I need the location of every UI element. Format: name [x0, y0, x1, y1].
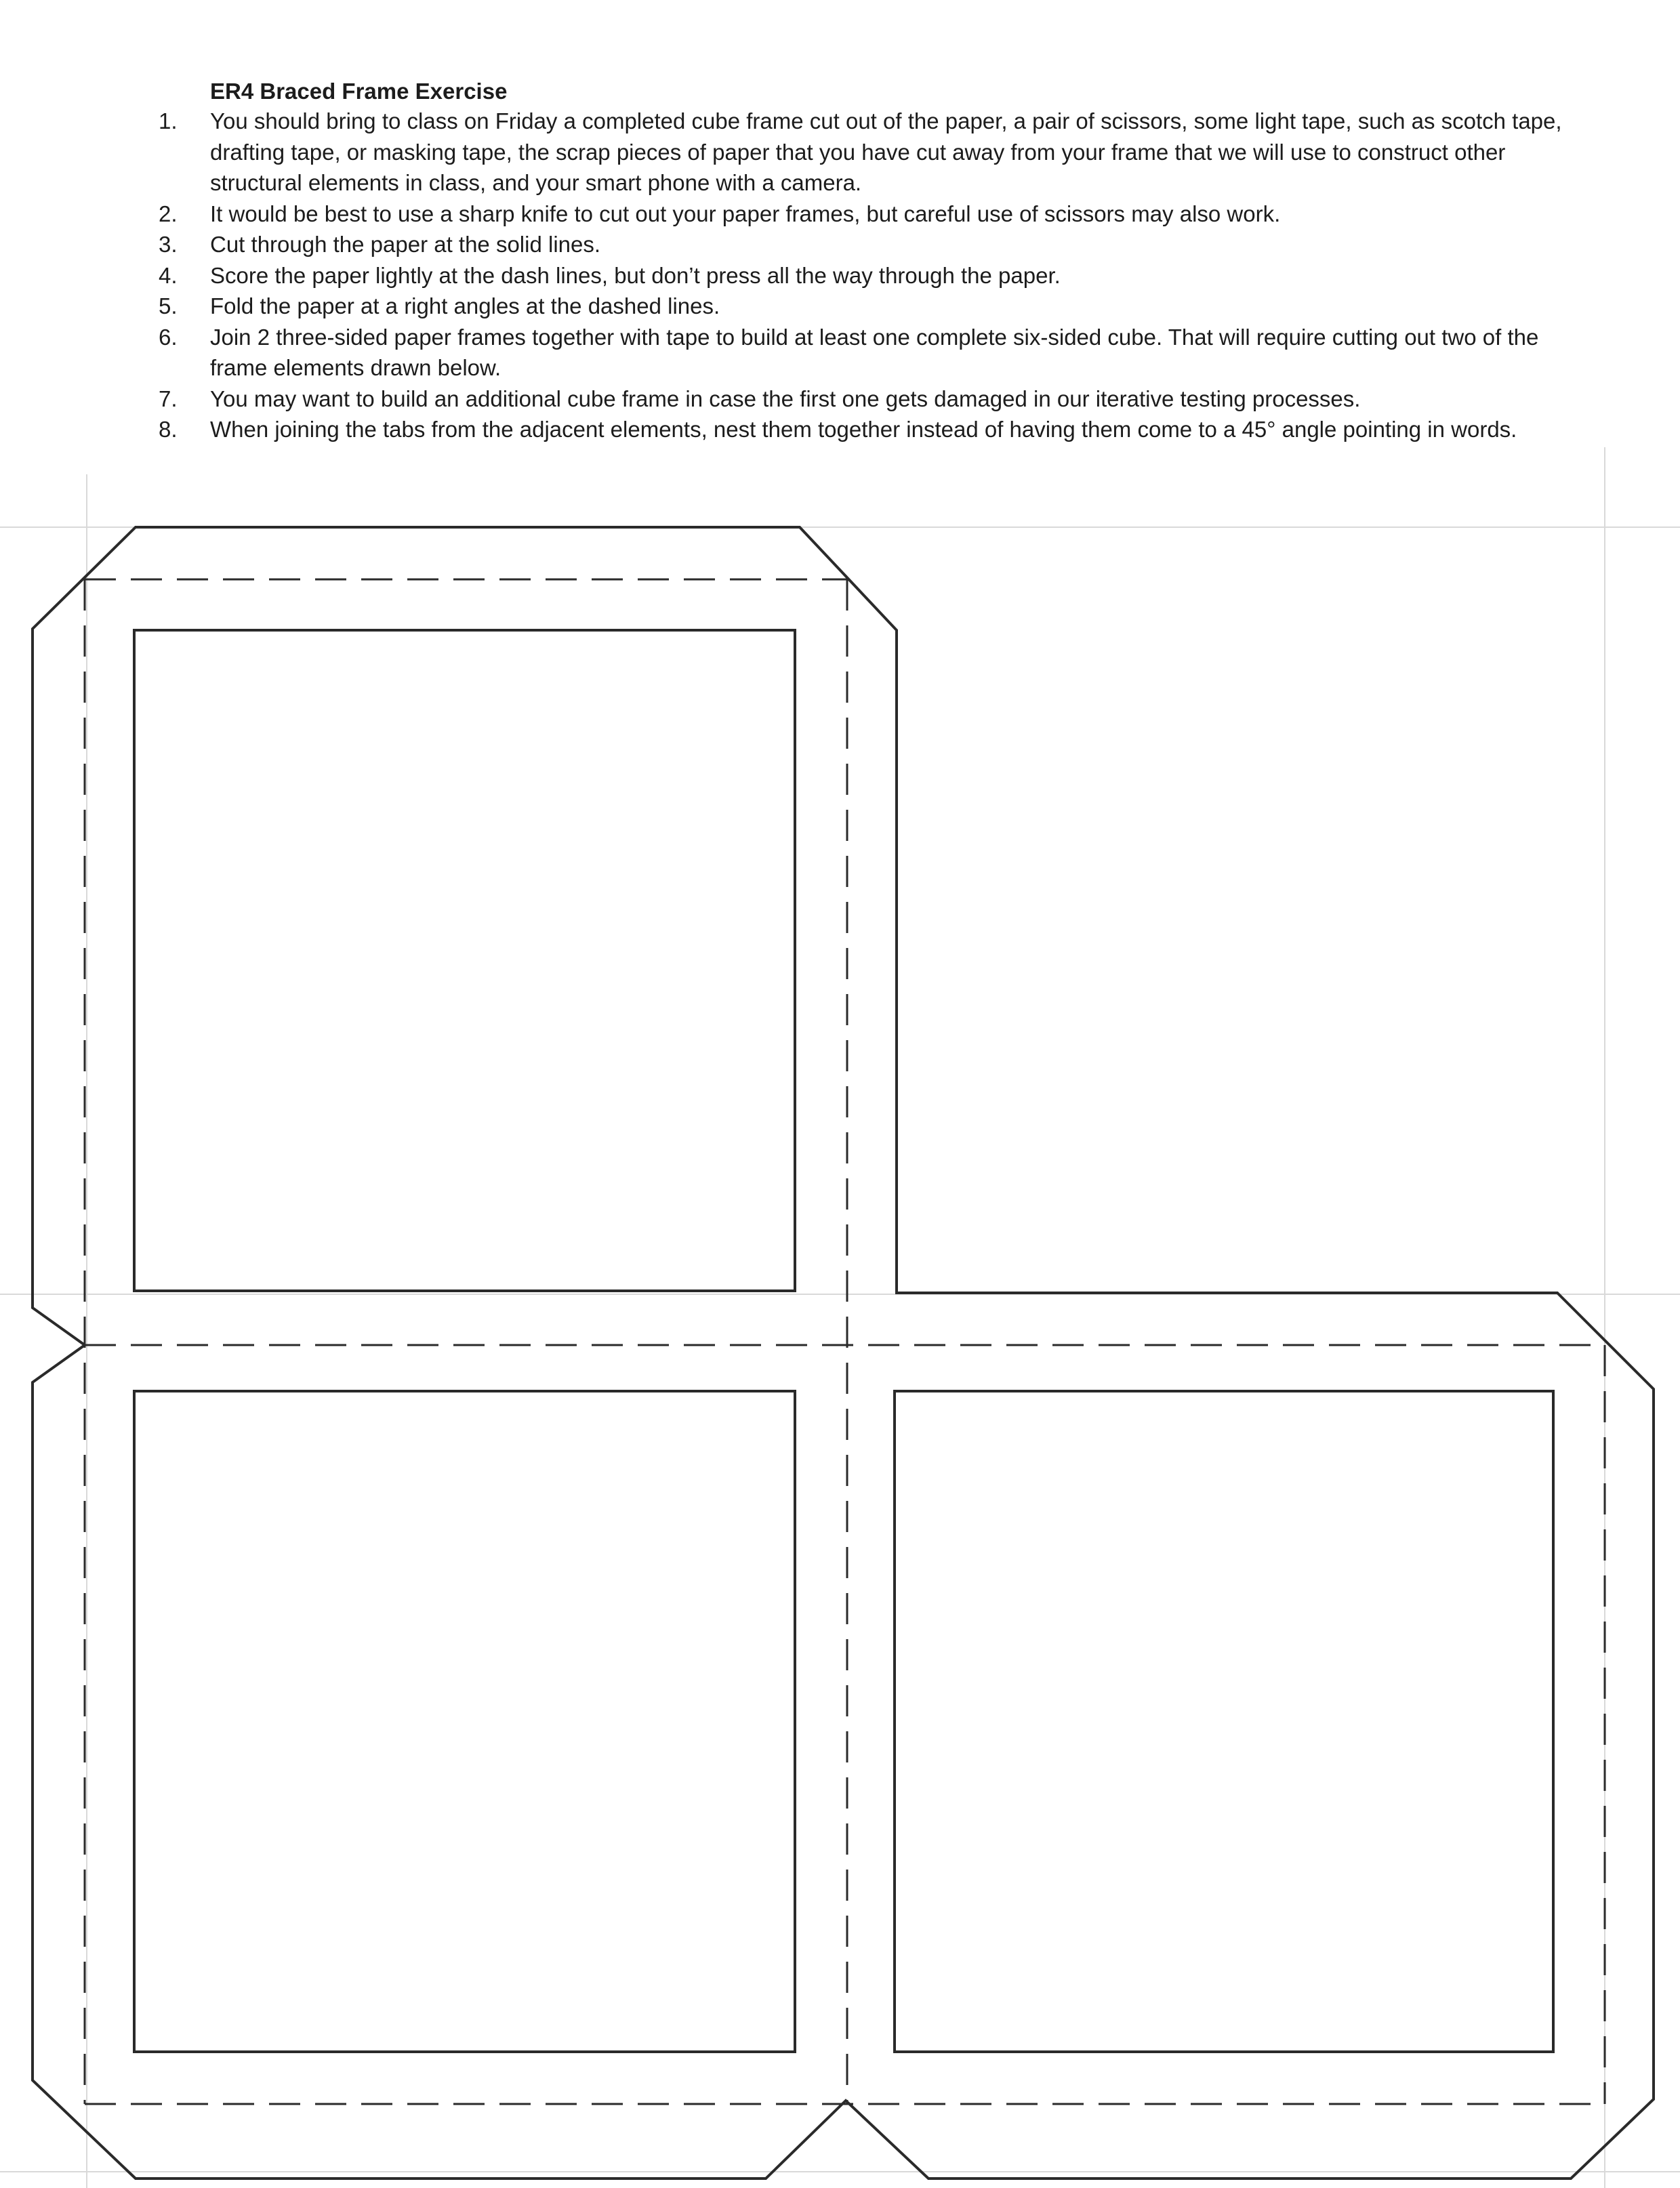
step-text: Join 2 three-sided paper frames together with tape to build at least one complete six-sided cube. That will require cutting out two of the frame elements drawn below. — [210, 324, 1539, 380]
step-number: 2. — [159, 201, 178, 226]
document-title: ER4 Braced Frame Exercise — [210, 79, 508, 104]
step-text: You should bring to class on Friday a completed cube frame cut out of the paper, a pair of scissors, some light tape, such as scotch tape, drafting tape, or masking tape, the scrap pieces of paper that you have cut away from your frame that we will use to construct other structural elements in class, and your smart phone with a camera. — [210, 108, 1562, 195]
faint-grid — [0, 447, 1680, 2188]
fold-lines — [85, 579, 1605, 2104]
step-number: 6. — [159, 324, 178, 350]
bottom-left-window-cut — [134, 1391, 795, 2052]
step-text: Score the paper lightly at the dash lines, but don’t press all the way through the paper. — [210, 262, 1061, 288]
top-left-window-cut — [134, 630, 795, 1291]
step-text: Fold the paper at a right angles at the dashed lines. — [210, 293, 720, 318]
step-number: 5. — [159, 293, 178, 318]
step-number: 1. — [159, 108, 178, 133]
step-text: It would be best to use a sharp knife to cut out your paper frames, but careful use of scissors may also work. — [210, 201, 1281, 226]
step-text: When joining the tabs from the adjacent elements, nest them together instead of having them come to a 45° angle pointing in words. — [210, 417, 1517, 442]
step-text: You may want to build an additional cube frame in case the first one gets damaged in our iterative testing processes. — [210, 386, 1361, 411]
outer-cut-outline — [33, 527, 1654, 2179]
step-text: Cut through the paper at the solid lines. — [210, 232, 601, 257]
cut-lines — [33, 527, 1654, 2179]
step-number: 4. — [159, 262, 178, 288]
step-number: 3. — [159, 232, 178, 257]
step-number: 7. — [159, 386, 178, 411]
step-number: 8. — [159, 417, 178, 442]
bottom-right-window-cut — [895, 1391, 1553, 2052]
